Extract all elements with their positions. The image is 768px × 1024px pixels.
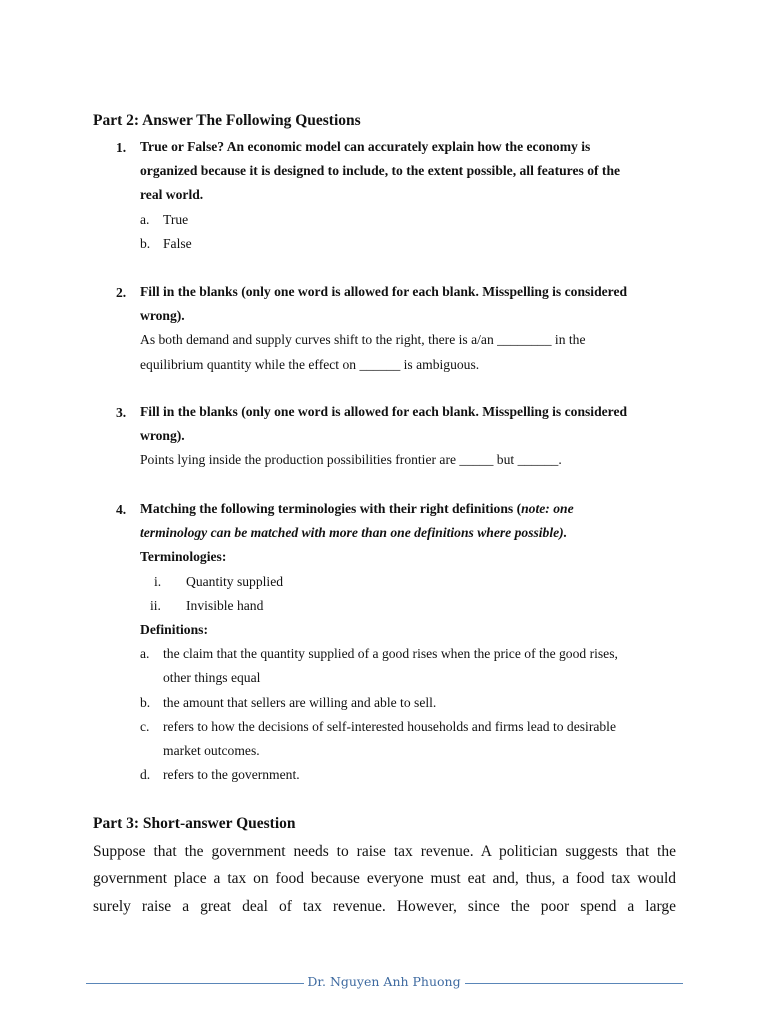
def-c-marker: c. <box>140 719 150 734</box>
term-i-marker: i. <box>154 574 162 589</box>
part3-paragraph <box>93 838 676 920</box>
q4-line-1-bold: Matching the following terminologies with their right definitions ( <box>140 501 522 516</box>
def-c-line-1: refers to how the decisions of self-interested households and firms lead to desirable <box>163 719 616 734</box>
q1-number: 1. <box>116 140 127 155</box>
q1-text <box>140 135 700 208</box>
part3-line-1: Suppose that the government needs to raise tax revenue. A politician suggests that the <box>93 843 676 860</box>
q2-number: 2. <box>116 285 127 300</box>
part3-line-2: government place a tax on food because everyone must eat and, thus, a food tax would <box>93 870 676 888</box>
q1-line-3: real world. <box>140 187 204 203</box>
q1-option-b-text: False <box>163 236 192 251</box>
q1-line-2: organized because it is designed to include, to the extent possible, all features of the <box>140 163 621 179</box>
def-b-text <box>163 691 703 715</box>
q3-body-line-1: Points lying inside the production possibilities frontier are _____ but ______. <box>140 452 562 468</box>
q2-text <box>140 280 700 377</box>
part2-heading: Part 2: Answer The Following Questions <box>93 112 361 129</box>
term-ii-text: Invisible hand <box>186 598 264 613</box>
q4-line-1 <box>140 497 700 521</box>
q4-text <box>140 497 700 570</box>
footer-rule-right <box>465 983 683 984</box>
q2-body-line-1: As both demand and supply curves shift to the right, there is a/an ________ in the <box>140 332 586 348</box>
term-ii-marker: ii. <box>150 598 161 613</box>
q2-instruction-line-2: wrong). <box>140 308 185 324</box>
q1-option-a-marker: a. <box>140 212 150 227</box>
def-c-text <box>163 715 703 763</box>
def-a-line-1: the claim that the quantity supplied of a good rises when the price of the good rises, <box>163 646 618 661</box>
q4-line-2: terminology can be matched with more than one definitions where possible). <box>140 525 568 541</box>
q4-number: 4. <box>116 502 127 517</box>
part3-heading: Part 3: Short-answer Question <box>93 815 296 832</box>
definitions-label: Definitions: <box>140 622 208 637</box>
q1-option-b-marker: b. <box>140 236 151 251</box>
def-d-text <box>163 763 703 787</box>
q2-body-line-2: equilibrium quantity while the effect on ______ is ambiguous. <box>140 356 480 372</box>
def-d-line-1: refers to the government. <box>163 767 300 782</box>
q1-line-1: True or False? An economic model can accurately explain how the economy is <box>140 139 591 154</box>
def-c-line-2: market outcomes. <box>163 743 260 759</box>
def-d-marker: d. <box>140 767 151 782</box>
def-a-line-2: other things equal <box>163 670 261 686</box>
q3-instruction-line-1: Fill in the blanks (only one word is allowed for each blank. Misspelling is considered <box>140 404 628 419</box>
term-i-text: Quantity supplied <box>186 574 284 589</box>
def-a-marker: a. <box>140 646 150 661</box>
def-b-line-1: the amount that sellers are willing and able to sell. <box>163 695 437 710</box>
footer-author: Dr. Nguyen Anh Phuong <box>307 974 461 989</box>
q3-instruction-line-2: wrong). <box>140 428 185 444</box>
q4-line-1-italic: note: one <box>521 501 574 516</box>
def-a-text <box>163 642 703 690</box>
q2-instruction-line-1: Fill in the blanks (only one word is allowed for each blank. Misspelling is considered <box>140 284 628 299</box>
q4-terminologies-label: Terminologies: <box>140 549 227 565</box>
q1-option-a-text: True <box>163 212 189 227</box>
q3-text <box>140 400 700 473</box>
q3-number: 3. <box>116 405 127 420</box>
part3-line-3: surely raise a great deal of tax revenue. However, since the poor spend a large <box>93 897 676 915</box>
def-b-marker: b. <box>140 695 151 710</box>
